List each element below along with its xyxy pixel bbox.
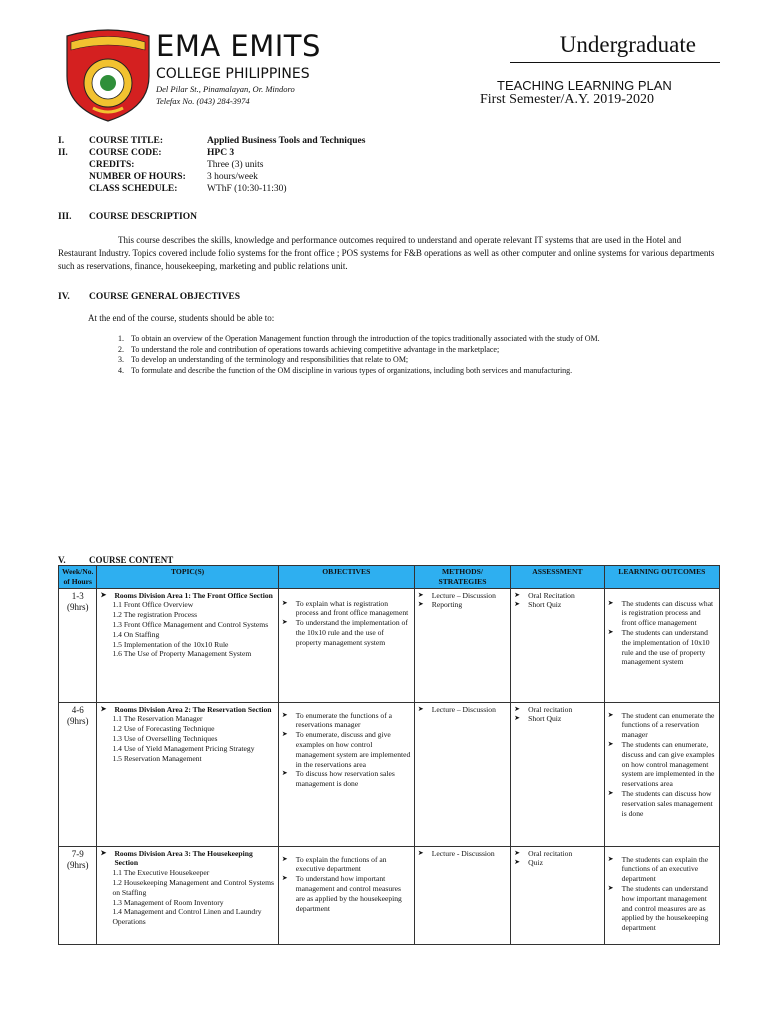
course-info-row — [58, 147, 365, 159]
section-title: COURSE GENERAL OBJECTIVES — [89, 292, 240, 302]
objective-item: To discuss how reservation sales management is done — [295, 769, 395, 789]
topics-cell — [97, 702, 278, 846]
week-hours: (9hrs) — [66, 715, 89, 726]
semester-label: First Semester/A.Y. 2019-2020 — [480, 92, 654, 107]
topics-cell — [97, 846, 278, 944]
arrow-bullet-icon: ➤ — [100, 848, 107, 857]
arrow-bullet-icon: ➤ — [607, 854, 614, 863]
topic-item: 1.6 The Use of Property Management System — [112, 649, 252, 659]
topic-item: 1.3 Front Office Management and Control Systems — [112, 619, 269, 629]
col-methods: METHODS/ STRATEGIES — [414, 566, 510, 589]
topic-item: 1.5 Reservation Management — [112, 753, 202, 763]
schedule-value: WThF (10:30-11:30) — [207, 184, 287, 194]
method-item: Lecture – Discussion — [431, 590, 496, 600]
arrow-bullet-icon: ➤ — [514, 858, 521, 867]
section-num: IV. — [58, 292, 70, 302]
method-item: Lecture - Discussion — [431, 848, 495, 858]
outcome-item: The student can enumerate the functions of a reservation manager — [621, 710, 715, 740]
arrow-bullet-icon: ➤ — [417, 590, 424, 599]
topic-title: Rooms Division Area 1: The Front Office Section — [114, 590, 273, 600]
table-row — [59, 588, 720, 702]
topic-item: 1.3 Management of Room Inventory — [112, 897, 224, 907]
objective-text: To develop an understanding of the terminology and responsibilities that relate to OM; — [131, 355, 409, 364]
arrow-bullet-icon: ➤ — [607, 883, 614, 892]
col-assessment: ASSESSMENT — [511, 566, 604, 589]
arrow-bullet-icon: ➤ — [100, 704, 107, 713]
objectives-cell — [278, 588, 414, 702]
course-info — [58, 135, 365, 195]
arrow-bullet-icon: ➤ — [100, 590, 107, 599]
course-info-num — [58, 183, 89, 195]
arrow-bullet-icon: ➤ — [417, 704, 424, 713]
section-title: COURSE CONTENT — [89, 555, 174, 565]
topic-title: Rooms Division Area 3: The Housekeeping Section — [114, 848, 253, 868]
outcome-item: The students can explain the functions of an executive department — [621, 854, 709, 884]
topic-item: 1.2 The registration Process — [112, 610, 198, 620]
outcomes-cell — [604, 702, 719, 846]
assessment-cell — [511, 702, 604, 846]
col-topics: TOPIC(S) — [97, 566, 278, 589]
arrow-bullet-icon: ➤ — [514, 600, 521, 609]
col-objectives: OBJECTIVES — [278, 566, 414, 589]
course-info-row — [58, 135, 365, 147]
course-info-row — [58, 183, 365, 195]
course-info-num — [58, 159, 89, 171]
arrow-bullet-icon: ➤ — [607, 739, 614, 748]
arrow-bullet-icon: ➤ — [281, 710, 288, 719]
topic-item: 1.5 Implementation of the 10x10 Rule — [112, 639, 229, 649]
objectives-list — [118, 334, 718, 376]
course-info-num: I. — [58, 136, 65, 146]
methods-cell — [414, 588, 510, 702]
week-cell — [59, 588, 97, 702]
content-heading — [58, 555, 173, 565]
plan-title: TEACHING LEARNING PLAN — [497, 78, 672, 93]
objective-text: To obtain an overview of the Operation Management function through the introduction of the topics traditionally associated with the study of OM. — [131, 334, 600, 343]
objectives-intro: At the end of the course, students should be able to: — [88, 313, 275, 323]
topic-item: 1.4 On Staffing — [112, 629, 160, 639]
assessment-item: Quiz — [528, 858, 543, 868]
arrow-bullet-icon: ➤ — [281, 730, 288, 739]
description-text: This course describes the skills, knowledge and performance outcomes required to understand and operate relevant IT systems that are used in the Hotel and Restaurant Industry. Topics covered include folio systems for the front office ; POS systems for F&B operations as well as other computer and online systems for various departments such as reservations, finance, housekeeping, marketing and public relations unit. — [58, 235, 715, 271]
section-title: COURSE DESCRIPTION — [89, 212, 197, 222]
topic-item: 1.4 Use of Yield Management Pricing Strategy — [112, 743, 255, 753]
outcome-item: The students can understand how important management and control measures are as applied by the housekeeping department — [621, 883, 709, 933]
college-name: EMA EMITS — [156, 29, 321, 63]
outcome-item: The students can discuss how reservation sales management is done — [621, 788, 713, 818]
week-cell — [59, 846, 97, 944]
list-item: 3. To develop an understanding of the terminology and responsibilities that relate to OM; — [118, 355, 409, 364]
hours-value: 3 hours/week — [207, 172, 258, 182]
arrow-bullet-icon: ➤ — [281, 874, 288, 883]
method-item: Lecture – Discussion — [431, 704, 496, 714]
objective-text: To formulate and describe the function of the OM discipline in various types of organizations, including both services and manufacturing. — [131, 365, 573, 375]
week-range: 7-9 — [71, 848, 84, 859]
objective-item: To explain the functions of an executive department — [295, 854, 387, 874]
level-heading: Undergraduate — [559, 32, 696, 57]
week-range: 1-3 — [71, 590, 84, 601]
topic-item: 1.1 Front Office Overview — [112, 600, 194, 610]
col-outcomes: LEARNING OUTCOMES — [604, 566, 719, 589]
credits-value: Three (3) units — [207, 160, 264, 170]
course-info-label: CLASS SCHEDULE: — [89, 184, 178, 194]
table-row — [59, 846, 720, 944]
topic-item: 1.4 Management and Control Linen and Laundry Operations — [112, 907, 262, 927]
methods-cell — [414, 702, 510, 846]
method-item: Reporting — [431, 600, 463, 610]
objectives-cell — [278, 846, 414, 944]
level-heading-wrap — [480, 32, 720, 58]
course-info-label: NUMBER OF HOURS: — [89, 172, 186, 182]
topic-title: Rooms Division Area 2: The Reservation Section — [114, 704, 272, 714]
course-info-label: COURSE TITLE: — [89, 136, 164, 146]
course-info-row — [58, 171, 365, 183]
table-row — [59, 702, 720, 846]
course-info-row — [58, 159, 365, 171]
course-info-num: II. — [58, 148, 68, 158]
objective-item: To explain what is registration process and front office management — [295, 598, 409, 618]
col-week: Week/No. of Hours — [59, 566, 97, 589]
topic-item: 1.2 Use of Forecasting Technique — [112, 724, 215, 734]
week-hours: (9hrs) — [66, 601, 89, 612]
assessment-item: Oral recitation — [528, 848, 573, 858]
outcome-item: The students can enumerate, discuss and can give examples on how control management system are implemented in the reservations area — [621, 739, 715, 789]
arrow-bullet-icon: ➤ — [417, 600, 424, 609]
objectives-cell — [278, 702, 414, 846]
college-address: Del Pilar St., Pinamalayan, Or. Mindoro — [156, 84, 295, 94]
methods-cell — [414, 846, 510, 944]
week-hours: (9hrs) — [66, 859, 89, 870]
assessment-item: Short Quiz — [528, 600, 562, 610]
objective-item: To enumerate, discuss and give examples on how control management system are implemented in the reservations area — [295, 730, 411, 769]
arrow-bullet-icon: ➤ — [607, 598, 614, 607]
outcome-item: The students can discuss what is registration process and front office management — [621, 598, 714, 628]
list-item: 4. To formulate and describe the function of the OM discipline in various types of organizations, including both services and manufacturing. — [118, 365, 573, 375]
course-title-value: Applied Business Tools and Techniques — [207, 136, 366, 146]
assessment-item: Oral recitation — [528, 704, 573, 714]
topic-item: 1.1 The Reservation Manager — [112, 714, 203, 724]
list-item: 2. To understand the role and contribution of operations towards achieving competitive advantage in the marketplace; — [118, 344, 500, 354]
objective-item: To understand the implementation of the 10x10 rule and the use of property management system — [295, 618, 408, 647]
course-info-label: COURSE CODE: — [89, 148, 162, 158]
college-telefax: Telefax No. (043) 284-3974 — [156, 96, 250, 106]
topics-cell — [97, 588, 278, 702]
outcomes-cell — [604, 846, 719, 944]
assessment-item: Short Quiz — [528, 714, 562, 724]
course-code-value: HPC 3 — [207, 148, 235, 158]
week-cell — [59, 702, 97, 846]
list-item: 1. To obtain an overview of the Operation Management function through the introduction of the topics traditionally associated with the study of OM. — [118, 334, 600, 343]
week-range: 4-6 — [71, 704, 84, 715]
topic-item: 1.2 Housekeeping Management and Control Systems on Staffing — [112, 877, 274, 897]
course-info-num — [58, 171, 89, 183]
arrow-bullet-icon: ➤ — [417, 848, 424, 857]
college-subtitle: COLLEGE PHILIPPINES — [156, 66, 310, 82]
assessment-cell — [511, 846, 604, 944]
arrow-bullet-icon: ➤ — [281, 854, 288, 863]
arrow-bullet-icon: ➤ — [607, 710, 614, 719]
objective-item: To understand how important management and control measures are as applied by the housekeeping department — [295, 874, 402, 913]
objectives-heading — [58, 292, 240, 302]
course-content-table — [58, 565, 720, 945]
arrow-bullet-icon: ➤ — [607, 627, 614, 636]
topic-item: 1.3 Use of Overselling Techniques — [112, 733, 218, 743]
course-info-label: CREDITS: — [89, 160, 135, 170]
arrow-bullet-icon: ➤ — [514, 714, 521, 723]
assessment-cell — [511, 588, 604, 702]
outcome-item: The students can understand the implementation of 10x10 rule and the use of property management system — [621, 627, 710, 667]
college-brand — [156, 30, 321, 106]
objective-text: To understand the role and contribution of operations towards achieving competitive advantage in the marketplace; — [131, 344, 500, 354]
level-underline — [510, 62, 720, 63]
arrow-bullet-icon: ➤ — [514, 590, 521, 599]
section-num: III. — [58, 212, 72, 222]
arrow-bullet-icon: ➤ — [607, 788, 614, 797]
arrow-bullet-icon: ➤ — [281, 769, 288, 778]
college-seal-logo — [63, 28, 153, 123]
arrow-bullet-icon: ➤ — [281, 618, 288, 627]
section-num: V. — [58, 555, 66, 565]
assessment-item: Oral Recitation — [528, 590, 575, 600]
objective-item: To enumerate the functions of a reservations manager — [295, 710, 393, 730]
topic-item: 1.1 The Executive Housekeeper — [112, 868, 210, 878]
table-header-row — [59, 566, 720, 589]
arrow-bullet-icon: ➤ — [514, 704, 521, 713]
outcomes-cell — [604, 588, 719, 702]
arrow-bullet-icon: ➤ — [281, 598, 288, 607]
arrow-bullet-icon: ➤ — [514, 848, 521, 857]
description-heading — [58, 212, 197, 222]
